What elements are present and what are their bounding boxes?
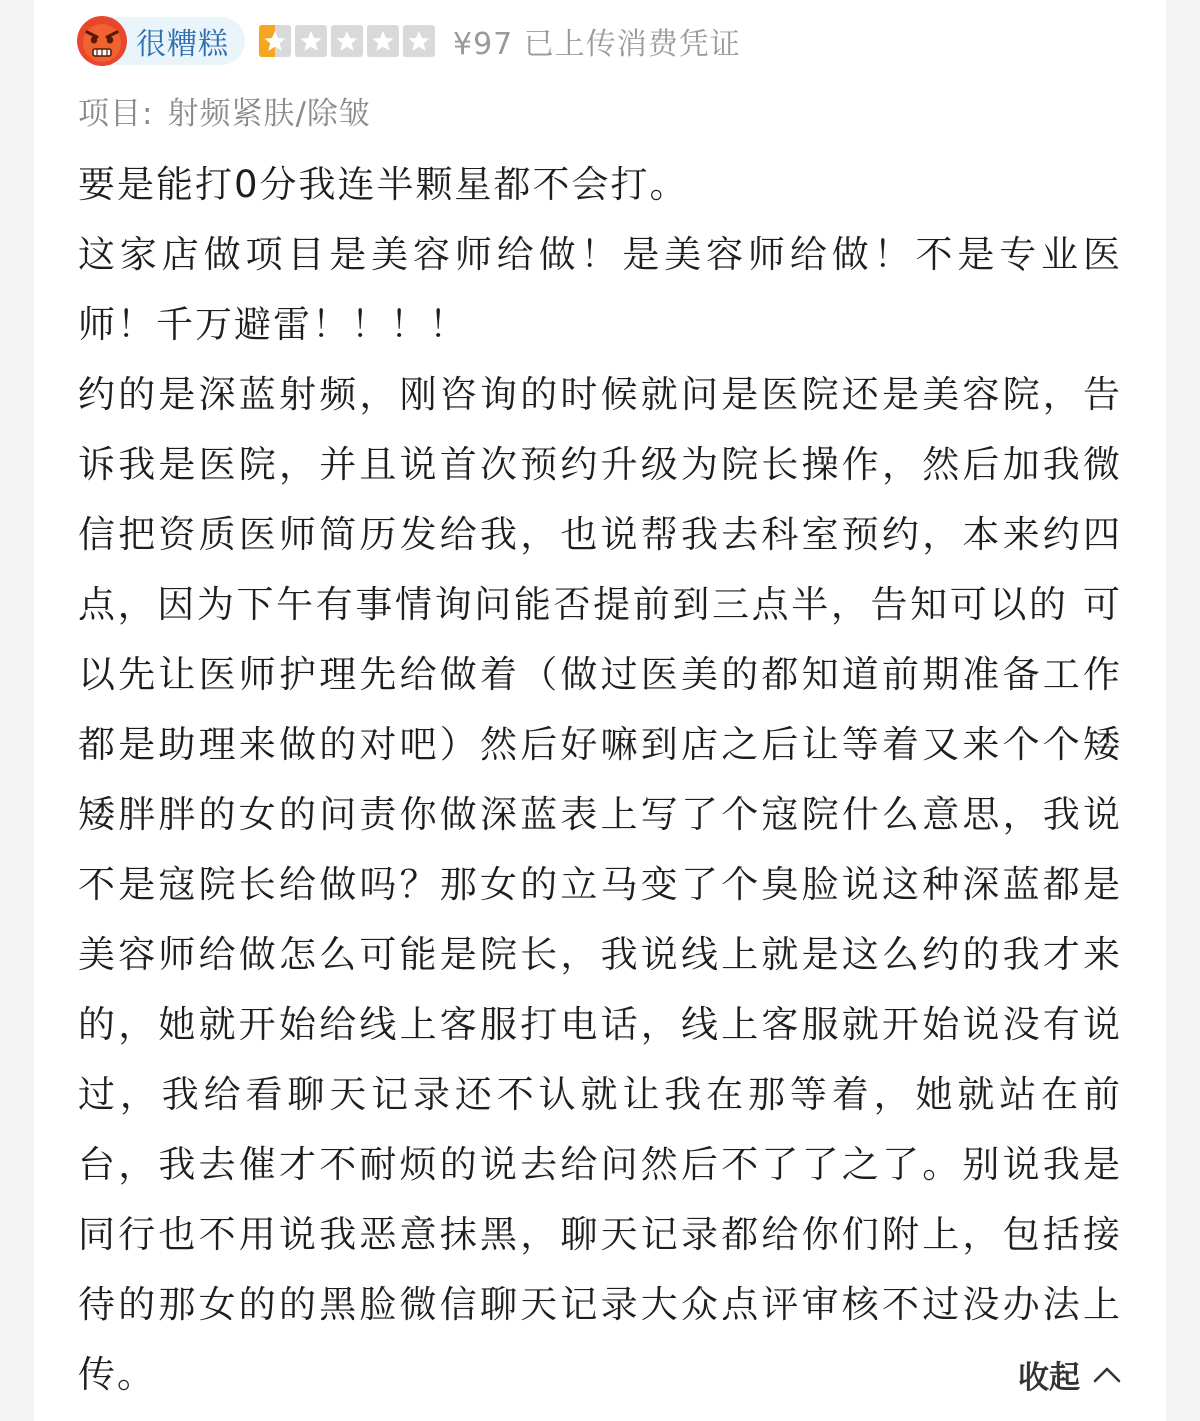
review-text: [78, 150, 1122, 1410]
star-icon: [403, 25, 435, 57]
review-paragraph: 这家店做项目是美容师给做！是美容师给做！不是专业医师！千万避雷！！！！: [78, 233, 1122, 346]
review-header: [78, 14, 741, 68]
angry-face-icon: [76, 15, 128, 67]
star-icon: [367, 25, 399, 57]
review-paragraph: 要是能打0分我连半颗星都不会打。: [78, 163, 689, 206]
star-icon: [295, 25, 327, 57]
chevron-up-icon: [1092, 1364, 1122, 1384]
collapse-button[interactable]: [1018, 1352, 1122, 1396]
review-paragraph: 约的是深蓝射频，刚咨询的时候就问是医院还是美容院，告诉我是医院，并且说首次预约升级为院长操作，然后加我微信把资质医师简历发给我，也说帮我去科室预约，本来约四点，因为下午有事情询问能否提前到三点半，告知可以的 可以先让医师护理先给做着（做过医美的都知道前期准备工作都是助理来做的对吧）然后好嘛到店之后让等着又来个个矮矮胖胖的女的问责你做深蓝表上写了个寇院什么意思，我说不是寇院长给做吗？那女的立马变了个臭脸说这种深蓝都是美容师给做怎么可能是院长，我说线上就是这么约的我才来的，她就开始给线上客服打电话，线上客服就开始说没有说过，我给看聊天记录还不认就让我在那等着，她就站在前台，我去催才不耐烦的说去给问然后不了了之了。别说我是同行也不用说我恶意抹黑，聊天记录都给你们附上，包括接待的那女的的黑脸微信聊天记录大众点评审核不过没办法上传。: [78, 373, 1122, 1396]
project-label: 项目:: [78, 96, 154, 132]
price-receipt-info: ¥97 已上传消费凭证: [453, 27, 741, 62]
rating-label: 很糟糕: [136, 27, 229, 62]
project-line: [78, 88, 371, 133]
project-value: 射频紧肤/除皱: [167, 96, 371, 132]
star-icon: [259, 25, 291, 57]
rating-badge: [78, 17, 245, 65]
star-rating: [259, 25, 439, 57]
collapse-label: 收起: [1018, 1359, 1080, 1396]
star-icon: [331, 25, 363, 57]
